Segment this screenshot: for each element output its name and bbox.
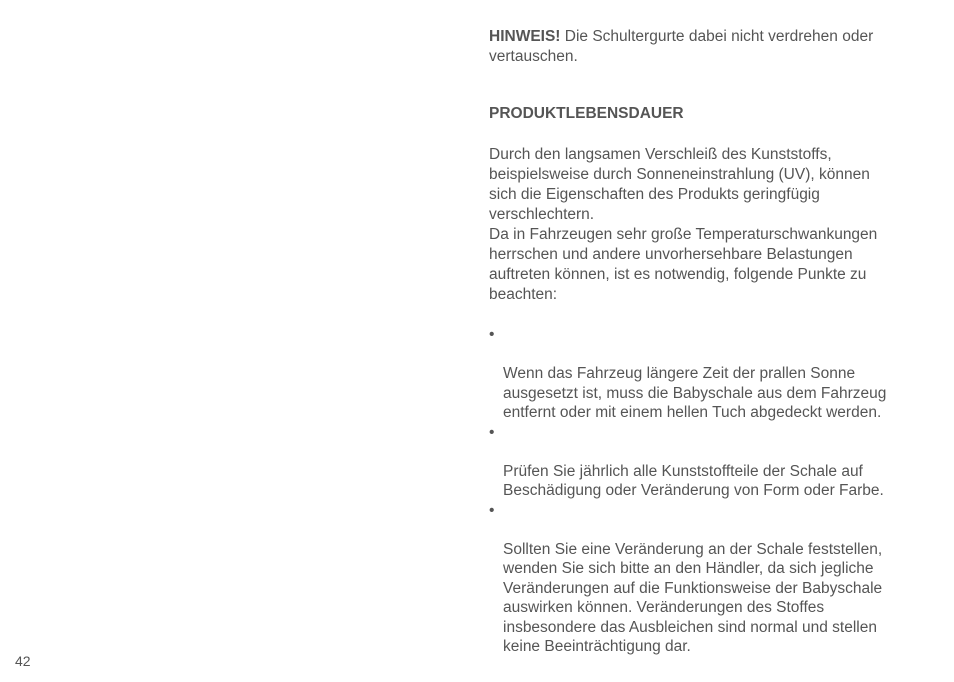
list-item	[489, 501, 929, 657]
notice-text: Die Schultergurte dabei nicht verdrehen oder vertauschen.	[489, 28, 874, 65]
notice-label: HINWEIS!	[489, 28, 561, 45]
bullet-icon: •	[489, 501, 495, 519]
bullet-icon: •	[489, 326, 495, 343]
list-item	[489, 423, 929, 501]
list-item-text: Prüfen Sie jährlich alle Kunststoffteile der Schale auf Beschädigung oder Veränderung von Form oder Farbe.	[503, 462, 884, 499]
lifetime-paragraph-2: Da in Fahrzeugen sehr große Temperaturschwankungen herrschen und andere unvorhersehbare Belastungen auftreten können, ist es notwendig, folgende Punkte zu beachten:	[489, 226, 878, 303]
list-item-text: Sollten Sie eine Veränderung an der Schale feststellen, wenden Sie sich bitte an den Händler, da sich jegliche Veränderungen auf die Funktionsweise der Babyschale auswirken können. Veränderungen des Stoffes insbesondere das Ausbleichen sind normal und stellen keine Beeinträchtigung dar.	[503, 540, 883, 655]
list-item	[489, 325, 929, 423]
page-number: 42	[15, 653, 31, 669]
lifetime-paragraph-1: Durch den langsamen Verschleiß des Kunststoffs, beispielsweise durch Sonneneinstrahlung (UV), können sich die Eigenschaften des Produkts geringfügig verschlechtern.	[489, 146, 870, 223]
bullet-icon: •	[489, 423, 495, 441]
manual-content	[489, 27, 929, 655]
list-item-text: Wenn das Fahrzeug längere Zeit der prallen Sonne ausgesetzt ist, muss die Babyschale aus dem Fahrzeug entfernt oder mit einem hellen Tuch abgedeckt werden.	[503, 365, 887, 421]
precaution-list	[489, 325, 929, 657]
section-title: PRODUKTLEBENSDAUER	[489, 105, 684, 122]
notice-paragraph	[489, 27, 929, 67]
